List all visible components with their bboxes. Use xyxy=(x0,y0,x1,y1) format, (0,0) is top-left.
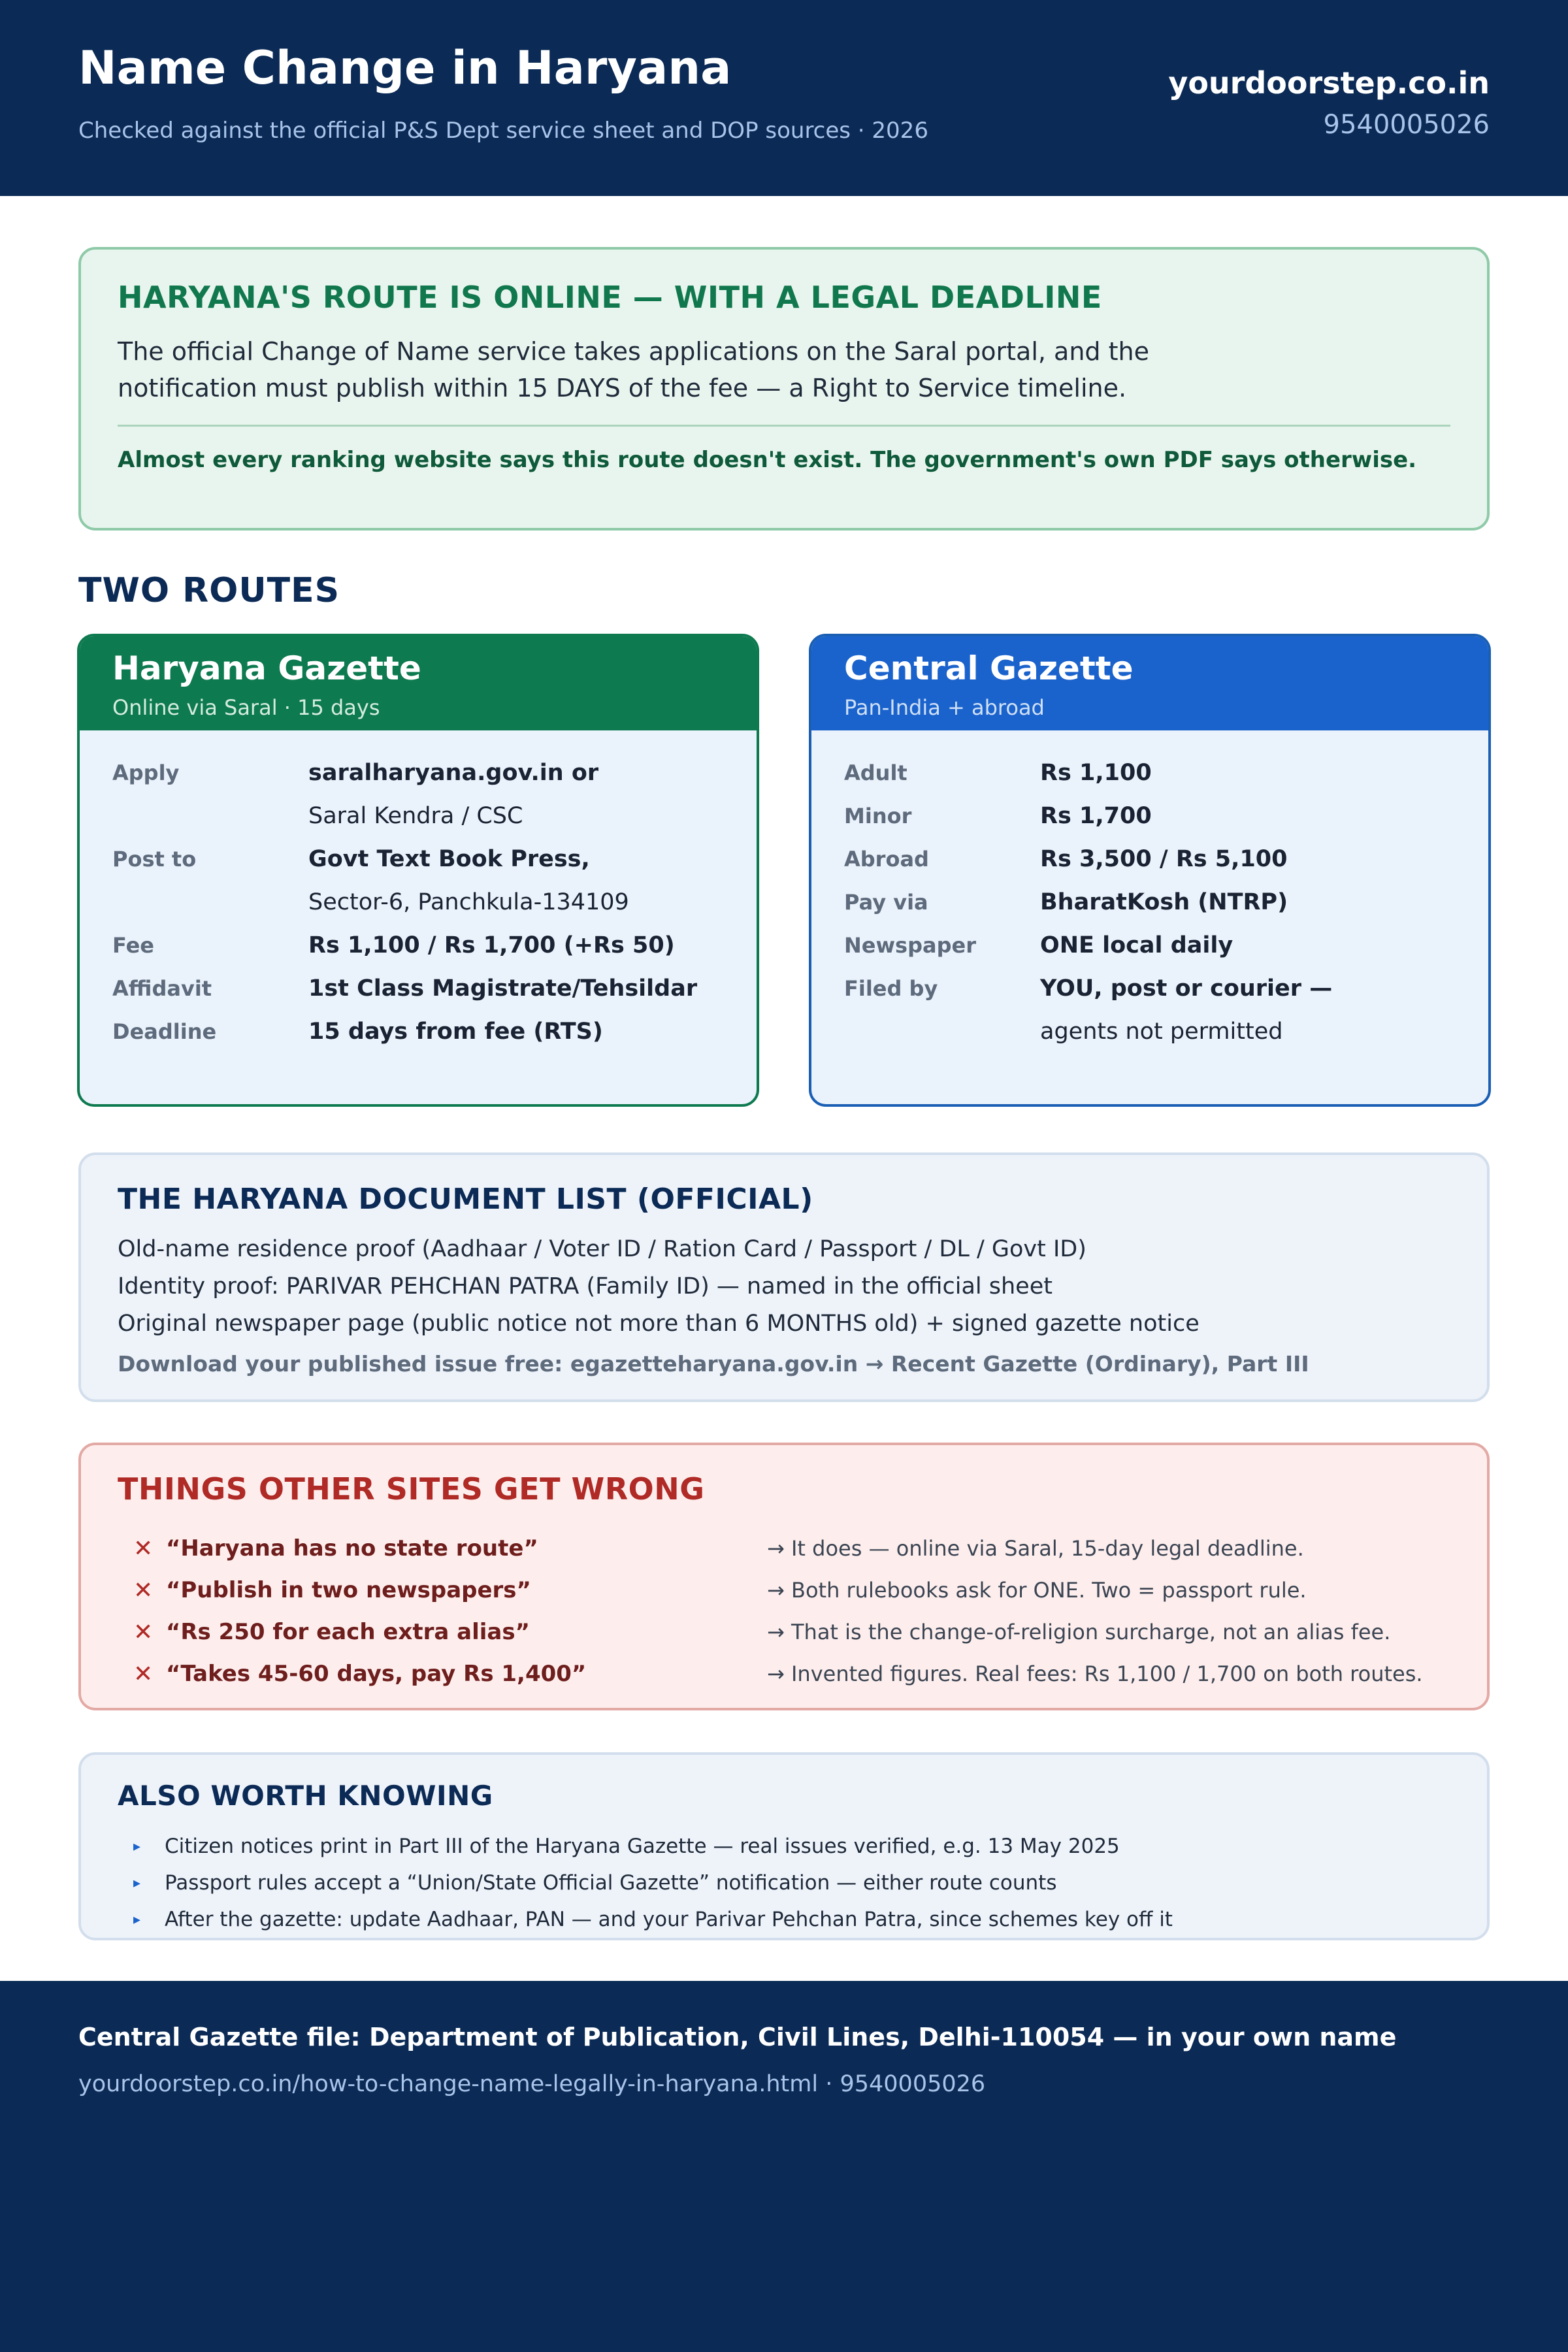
callout-heading: HARYANA'S ROUTE IS ONLINE — WITH A LEGAL DEADLINE xyxy=(118,280,1102,315)
also-item xyxy=(133,1828,1173,1865)
myth-item xyxy=(133,1527,1423,1569)
detail-value: ONE local daily xyxy=(1040,932,1233,958)
card-subtitle: Online via Saral · 15 days xyxy=(112,695,380,720)
document-list-panel xyxy=(78,1152,1490,1402)
detail-value: Rs 3,500 / Rs 5,100 xyxy=(1040,846,1288,872)
detail-row xyxy=(844,751,1469,794)
document-item: Identity proof: PARIVAR PEHCHAN PATRA (Family ID) — named in the official sheet xyxy=(118,1273,1053,1299)
card-header xyxy=(811,636,1488,730)
cross-icon: ✕ xyxy=(133,1535,154,1562)
myths-list xyxy=(133,1527,1423,1695)
detail-label: Post to xyxy=(112,847,197,872)
myth-item xyxy=(133,1653,1423,1695)
myth-fact: → Both rulebooks ask for ONE. Two = passport rule. xyxy=(767,1578,1307,1603)
cross-icon: ✕ xyxy=(133,1576,154,1604)
detail-label: Affidavit xyxy=(112,976,212,1001)
also-item xyxy=(133,1901,1173,1938)
page-title: Name Change in Haryana xyxy=(78,41,732,95)
detail-value: Saral Kendra / CSC xyxy=(308,803,523,829)
myth-claim: “Rs 250 for each extra alias” xyxy=(166,1619,530,1645)
detail-value: saralharyana.gov.in or xyxy=(308,760,599,786)
document-list-heading: THE HARYANA DOCUMENT LIST (OFFICIAL) xyxy=(118,1183,813,1216)
detail-row xyxy=(844,794,1469,838)
card-title: Central Gazette xyxy=(844,649,1134,687)
also-list xyxy=(133,1828,1173,1938)
also-item-text: After the gazette: update Aadhaar, PAN — and your Parivar Pehchan Patra, since schemes key off it xyxy=(165,1908,1173,1931)
routes-section-title: TWO ROUTES xyxy=(78,571,340,610)
haryana-gazette-card xyxy=(77,634,759,1107)
myth-claim: “Takes 45-60 days, pay Rs 1,400” xyxy=(166,1661,587,1687)
route-callout xyxy=(78,247,1490,531)
detail-label: Minor xyxy=(844,804,912,828)
detail-row xyxy=(844,924,1469,967)
detail-value: YOU, post or courier — xyxy=(1040,975,1333,1002)
callout-divider xyxy=(118,425,1450,427)
cross-icon: ✕ xyxy=(133,1660,154,1688)
also-heading: ALSO WORTH KNOWING xyxy=(118,1780,493,1812)
callout-body-line: notification must publish within 15 DAYS of the fee — a Right to Service timeline. xyxy=(118,374,1127,402)
detail-label: Pay via xyxy=(844,890,928,915)
detail-value: Govt Text Book Press, xyxy=(308,846,590,872)
card-title: Haryana Gazette xyxy=(112,649,421,687)
detail-label: Deadline xyxy=(112,1019,217,1044)
detail-row xyxy=(112,881,737,924)
detail-row xyxy=(844,838,1469,881)
central-gazette-card xyxy=(809,634,1491,1107)
also-worth-knowing-panel xyxy=(78,1752,1490,1940)
detail-value: 1st Class Magistrate/Tehsildar xyxy=(308,975,698,1002)
detail-row xyxy=(112,967,737,1010)
myth-item xyxy=(133,1611,1423,1653)
myths-panel xyxy=(78,1443,1490,1710)
card-subtitle: Pan-India + abroad xyxy=(844,695,1045,720)
detail-row xyxy=(844,881,1469,924)
bullet-triangle-icon: ▸ xyxy=(133,1911,141,1928)
document-list xyxy=(118,1231,1200,1343)
myths-heading: THINGS OTHER SITES GET WRONG xyxy=(118,1471,705,1507)
detail-label: Filed by xyxy=(844,976,938,1001)
download-note: Download your published issue free: egazetteharyana.gov.in → Recent Gazette (Ordinary), Part III xyxy=(118,1351,1309,1377)
myth-fact: → Invented figures. Real fees: Rs 1,100 / 1,700 on both routes. xyxy=(767,1661,1423,1686)
myth-fact: → It does — online via Saral, 15-day legal deadline. xyxy=(767,1536,1304,1561)
detail-row xyxy=(112,924,737,967)
callout-body xyxy=(118,333,1267,406)
detail-row xyxy=(112,1010,737,1053)
myth-claim: “Haryana has no state route” xyxy=(166,1535,538,1561)
detail-row xyxy=(112,794,737,838)
detail-value: agents not permitted xyxy=(1040,1019,1283,1045)
detail-value: 15 days from fee (RTS) xyxy=(308,1019,603,1045)
detail-row xyxy=(844,967,1469,1010)
page-footer xyxy=(0,1981,1568,2352)
page-subtitle: Checked against the official P&S Dept service sheet and DOP sources · 2026 xyxy=(78,118,928,144)
card-header xyxy=(80,636,757,730)
detail-row xyxy=(112,751,737,794)
detail-label: Fee xyxy=(112,933,154,958)
document-item: Original newspaper page (public notice not more than 6 MONTHS old) + signed gazette notice xyxy=(118,1311,1200,1337)
detail-row xyxy=(844,1010,1469,1053)
bullet-triangle-icon: ▸ xyxy=(133,1838,141,1855)
detail-label: Abroad xyxy=(844,847,929,872)
detail-value: Sector-6, Panchkula-134109 xyxy=(308,889,629,915)
site-name: yourdoorstep.co.in xyxy=(1168,65,1490,101)
myth-claim: “Publish in two newspapers” xyxy=(166,1577,531,1603)
myth-item xyxy=(133,1569,1423,1611)
bullet-triangle-icon: ▸ xyxy=(133,1874,141,1891)
detail-label: Adult xyxy=(844,760,907,785)
also-item-text: Passport rules accept a “Union/State Official Gazette” notification — either route counts xyxy=(165,1871,1057,1895)
detail-row xyxy=(112,838,737,881)
card-details xyxy=(844,751,1469,1053)
myth-fact: → That is the change-of-religion surcharge, not an alias fee. xyxy=(767,1620,1391,1644)
also-item-text: Citizen notices print in Part III of the Haryana Gazette — real issues verified, e.g. 13 May 2025 xyxy=(165,1835,1120,1858)
callout-note: Almost every ranking website says this route doesn't exist. The government's own PDF says otherwise. xyxy=(118,447,1417,473)
detail-label: Apply xyxy=(112,760,180,785)
page-header xyxy=(0,0,1568,196)
card-details xyxy=(112,751,737,1053)
detail-value: Rs 1,100 xyxy=(1040,760,1152,786)
footer-address: Central Gazette file: Department of Publication, Civil Lines, Delhi-110054 — in your own name xyxy=(78,2023,1397,2051)
document-item: Old-name residence proof (Aadhaar / Voter ID / Ration Card / Passport / DL / Govt ID) xyxy=(118,1236,1086,1262)
phone-number: 9540005026 xyxy=(1323,110,1490,140)
cross-icon: ✕ xyxy=(133,1618,154,1646)
detail-label: Newspaper xyxy=(844,933,976,958)
footer-link: yourdoorstep.co.in/how-to-change-name-legally-in-haryana.html · 9540005026 xyxy=(78,2071,986,2097)
also-item xyxy=(133,1865,1173,1901)
callout-body-line: The official Change of Name service takes applications on the Saral portal, and the xyxy=(118,337,1149,366)
detail-value: Rs 1,100 / Rs 1,700 (+Rs 50) xyxy=(308,932,675,958)
detail-value: BharatKosh (NTRP) xyxy=(1040,889,1288,915)
detail-value: Rs 1,700 xyxy=(1040,803,1152,829)
